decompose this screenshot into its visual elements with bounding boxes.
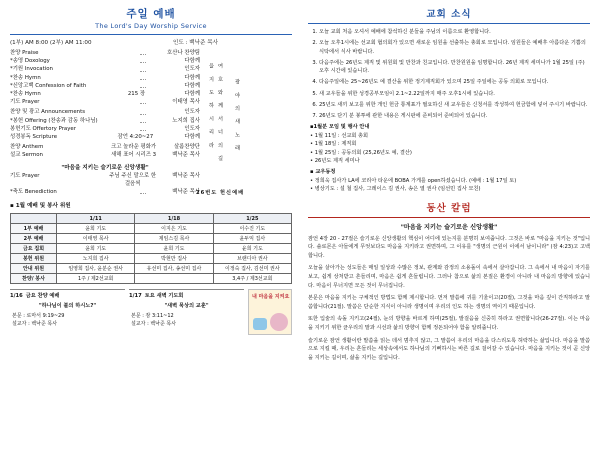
- vertical-text-right: 26번도 헌신예배: [196, 190, 245, 196]
- table-row: 찬양/ 봉사 1주 / 제2선교회 3,4주 / 제3선교회: [11, 274, 292, 284]
- column-paragraph: 잠언 4장 20 - 27절은 슬기로운 신앙생활의 핵심이 어디에 있는지를 분명히 보여줍니다. 그것은 바로 "마음을 지키는 것"입니다. 솔로몬은 아들에게 무엇보다도 마음을 지키라고 권면하며, 그 이유를 "생명의 근원이 이에서 남이니라" (잠 4:23)고 고백합니다.: [308, 235, 590, 259]
- order-row: *찬송 Hymn 다함께: [10, 74, 200, 81]
- order-row: 찬양 및 광고 Announcements 인도자: [10, 109, 200, 116]
- vertical-text-mid: 광 야 의 새 노 래: [234, 79, 240, 152]
- monthly-event-item: • 26년도 제직 세미나: [310, 157, 360, 164]
- list-item: 4. 다음주일에는 25~26년도 예 결산을 위한 정기제직회가 있으며 25일 주일에는 공동 의회로 모입니다.: [319, 78, 590, 87]
- announcements-column: [300, 0, 600, 464]
- order-row: 봉헌기도 Offertory Prayer 인도자: [10, 125, 200, 132]
- column-body: [308, 235, 590, 363]
- scripture-ref: 잠언 4:20~27: [117, 134, 154, 141]
- table-row: 2부 예배 이태영 목사 제임스김 목사 윤두익 집사: [11, 234, 292, 244]
- table-row: 봉헌 위원 노지희 집사 박현만 집사 브랜디아 권사: [11, 254, 292, 264]
- order-row: 기도 Prayer 이태영 목사: [10, 99, 200, 106]
- list-item: 5. 새 교우들을 위한 성경공부모임이 2.1~2.22일까지 매주 오후1시에 있습니다.: [319, 90, 590, 99]
- hymn-number: 215 장: [127, 91, 146, 98]
- order-row: *기원 Invocation 인도자: [10, 66, 200, 73]
- order-row: *찬송 Hymn 215 장 다함께: [10, 91, 200, 98]
- member-news-item: • 병상기도 : 설 철 집사, 그레이스 김 권사, 송은 열 권사 (임선민 집사 모친): [310, 186, 481, 193]
- book-cover-title: 내 마음을 지켜요: [252, 294, 290, 301]
- column-subtitle: "마음을 지키는 슬기로운 신앙생활": [400, 223, 498, 231]
- table-row: 금요 집회 윤희 기도 윤희 기도 윤희 기도: [11, 244, 292, 254]
- order-row: 찬양 Anthem 크고 놀라운 평화가 살롬찬양단: [10, 144, 200, 151]
- saturday-service-box: [129, 289, 244, 328]
- monthly-events-heading: ▪1월분 모임 및 행사 안내: [310, 124, 370, 131]
- column-paragraph: 또한 입술의 속돌 지키고(24절), 눈의 방향을 바르게 하며(25절), 발걸음을 신중히 하라고 권면합니다(26-27절). 이는 마음을 지키기 위한 균우리의 말과 시선과 삶의 방향이 함께 정돈되어야 함을 알려줍니다.: [308, 316, 590, 331]
- list-item: 3. 다음주에는 26년도 제직 및 위원회 및 만찬과 친교입니다. 만찬원원을 임명합니다. 26년 제직 세미나가 1월 25일 (주) 오후 시간에 있습니다.: [319, 59, 590, 76]
- order-row: 설교 Sermon 새해 표어 시리즈 3 백낙준 목사: [10, 152, 200, 159]
- friday-service-heading: [10, 292, 125, 300]
- list-item: 6. 25년도 새끼 보고를 위한 개인 헌금 통계표가 필요하신 새 교우들은 신청서를 작성하여 헌금함에 넣어 주시기 바랍니다.: [319, 101, 590, 110]
- list-item: 1. 오늘 교회 처음 오셔서 예배에 참석하신 분들을 주님의 이름으로 환영합니다.: [319, 28, 590, 37]
- friday-preacher: 설교자 : 백낙준 목사: [12, 321, 58, 328]
- divider: [308, 217, 590, 218]
- news-title: 교회 소식: [426, 9, 472, 20]
- column-title: 동산 칼럼: [426, 202, 472, 214]
- service-time-text: (1부) AM 8:00 (2부) AM 11:00: [10, 40, 92, 46]
- saturday-service-heading: [129, 292, 244, 300]
- monthly-event-item: • 1월 25일 : 공동의회 (25,26년도 예, 결산): [310, 149, 412, 156]
- friday-date: 1/16: [10, 293, 23, 300]
- table-row: 안내 위원 임영희 집사, 윤분순 권사 유선미 집사, 송선미 집사 이정숙 집사, 김선미 권사: [11, 264, 292, 274]
- divider: [308, 23, 590, 24]
- schedule-caption: ▪ 1월 예배 및 봉사 위원: [10, 203, 71, 210]
- order-row: *신앙고백 Confession of Faith 다함께: [10, 82, 200, 89]
- friday-title: 금요 찬양 예배: [25, 293, 60, 300]
- table-header-row: 1/11 1/18 1/25: [11, 214, 292, 224]
- vertical-text-left: 여 호 와 께 서 너 의 길 을 지 도 하 시 리 라: [208, 63, 223, 162]
- saturday-date: 1/17: [129, 293, 142, 300]
- order-of-worship: [10, 49, 292, 196]
- friday-subject: "하나님이 불의 하시노?": [38, 303, 97, 310]
- sermon-title: "마음을 지키는 슬기로운 신앙생활": [61, 164, 149, 171]
- duty-schedule-table: [10, 213, 292, 284]
- column-paragraph: 오늘을 살아가는 성도들은 매일 일상과 수많은 정보, 관계와 감정의 소용돌이 속에서 살아갑니다. 그 속에서 내 마음이 자기를 보고, 쉽게 상처받고 흔들리며, 마음은 쉽게 흔들립니다. 그러나 참으로 삶의 본질은 환경이 아니라 내 마음의 방향에 있습니다. 마음이 무너지면 모든 것이 무너집니다.: [308, 265, 590, 289]
- column-paragraph: 슬기로운 잠언 생활이란 말씀을 읽는 데서 멈추지 않고, 그 말씀이 우리의 마음을 다스리도록 허락하는 삶입니다. 마음을 말씀으로 지킬 때, 우리는 흔들리는 세상속에서도 하나님의 기뻐하시는 바른 길로 걸어갈 수 있습니다. 마음을 지키는 것이 곧 신앙을 지키는 길이며, 삶을 지키는 길입니다.: [308, 337, 590, 361]
- monthly-event-item: • 1월 18일 : 제직회: [310, 141, 357, 148]
- divider: [10, 34, 292, 35]
- saturday-title: 토요 새벽 기도회: [144, 293, 184, 300]
- list-item: 2. 오늘 오후1시에는 선교회 협의회가 있으면 새로운 임원을 선출하는 총회로 모입니다. 임원들은 예배후 아름다운 기쁨의 식탁에서 식사 바랍니다.: [319, 39, 590, 56]
- order-row: 성경봉독 Scripture 잠언 4:20~27 다함께: [10, 134, 200, 141]
- book-cover-shape-2: [270, 313, 288, 331]
- page-title: 주일 예배: [126, 8, 176, 20]
- page-subtitle: The Lord's Day Worship Service: [95, 22, 207, 30]
- service-leader-text: 인도 : 백낙준 목사: [172, 40, 218, 46]
- saturday-subject: "새벽 묵상의 교훈": [164, 303, 209, 310]
- column-paragraph: 본문은 마음을 지키는 구체적인 방법도 함께 제시합니다. 먼저 말씀에 귀를 기울이고(20절), 그것을 마음 깊이 간직하라고 말씀합니다(21절). 말씀은 단순한 지식이 아니라 생명이며 우리의 인도 하는 생명의 역이기 때문입니다.: [308, 295, 590, 310]
- news-list: [308, 28, 590, 120]
- monthly-event-item: • 1월 11일 : 선교회 총회: [310, 132, 369, 139]
- prayer-title: 주님 주신 말으로 한 걸음씩: [109, 172, 157, 187]
- book-cover-image: [248, 289, 292, 335]
- order-row: 찬양 Praise 호산나 찬양팀: [10, 50, 200, 56]
- book-cover-shape-1: [253, 318, 267, 330]
- service-times: [10, 38, 292, 46]
- member-news-heading: ▪ 교우동정: [310, 169, 336, 176]
- order-row: 기도 Prayer 주님 주신 말으로 한 걸음씩 백낙준 목사: [10, 172, 200, 187]
- sermon-series: 새해 표어 시리즈 3: [111, 152, 157, 159]
- order-row: *봉헌 Offering (찬송과 감동 하나님) 노지희 집사: [10, 117, 200, 124]
- friday-verse: 본문 : 로마서 9:19~29: [12, 313, 65, 320]
- order-row: *송영 Doxology 다함께: [10, 58, 200, 65]
- weekly-services: [10, 289, 292, 335]
- table-row: 1부 예배 윤희 기도 이지은 기도 이수진 기도: [11, 224, 292, 234]
- friday-service-box: [10, 289, 125, 328]
- anthem-title: 크고 놀라운 평화가: [111, 144, 157, 151]
- member-news-item: • 정희욱 집사가 LA에 코리아 타운에 BOBA 가게를 open하셨습니다. (예배 : 1월 17일 토): [310, 177, 517, 184]
- saturday-preacher: 설교자 : 백낙준 목사: [131, 321, 177, 328]
- saturday-verse: 본문 : 잠 3:11~12: [131, 313, 174, 320]
- order-row: *축도 Benediction 백낙준 목사: [10, 189, 200, 196]
- list-item: 7. 26년도 단기 분 봉투에 관한 내용은 게시판에 준비되어 준비되어 있습니다.: [319, 112, 590, 121]
